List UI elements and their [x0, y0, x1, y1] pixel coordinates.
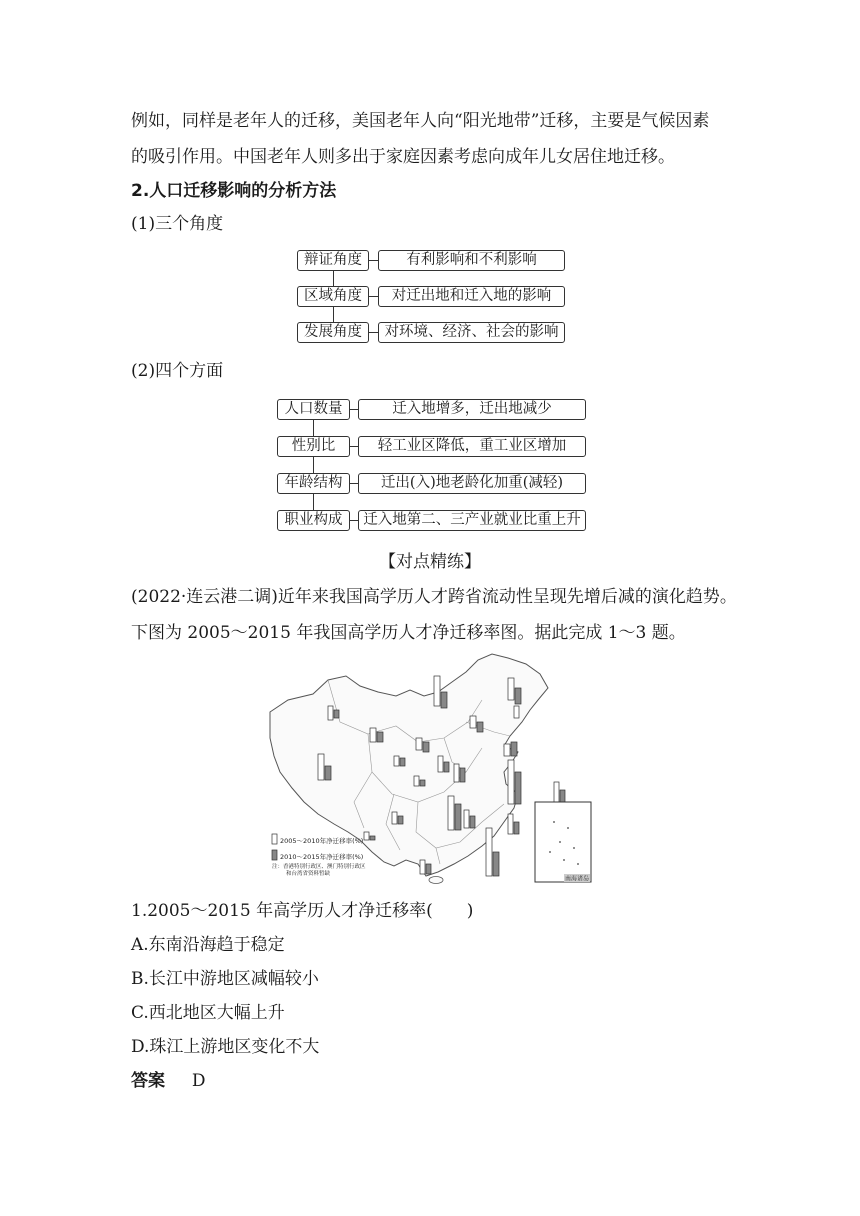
legend-2010: 2010～2015年净迁移率(%) — [280, 853, 364, 861]
diagram2-link-2 — [350, 446, 358, 447]
diagram1-link-1 — [369, 260, 378, 261]
answer-value: D — [191, 1071, 206, 1091]
answer-label: 答案 — [131, 1071, 165, 1091]
practice-title: 【对点精练】 — [379, 552, 481, 572]
legend-note-2: 和台湾省资料暂缺 — [286, 871, 331, 877]
legend-swatch-2005 — [272, 834, 277, 844]
sub2-heading: (2)四个方面 — [131, 361, 224, 381]
diagram2-value-4: 迁入地第二、三产业就业比重上升 — [358, 510, 586, 531]
section-heading: 2.人口迁移影响的分析方法 — [131, 181, 337, 201]
intro-line-1: (2022·连云港二调)近年来我国高学历人才跨省流动性呈现先增后减的演化趋势。 — [131, 587, 737, 607]
question-stem: 1.2005～2015 年高学历人才净迁移率( ) — [131, 901, 474, 921]
paragraph-line-1: 例如，同样是老年人的迁移，美国老年人向“阳光地带”迁移，主要是气候因素 — [131, 111, 710, 131]
legend-swatch-2010 — [272, 850, 277, 860]
diagram2-key-4: 职业构成 — [277, 510, 350, 531]
diagram1-value-1: 有利影响和不利影响 — [378, 250, 565, 271]
diagram1-link-2 — [369, 296, 378, 297]
diagram2-vertical-connector — [313, 420, 314, 520]
diagram2-link-1 — [350, 409, 358, 410]
diagram2-value-2: 轻工业区降低，重工业区增加 — [358, 436, 586, 457]
map-legend — [272, 834, 366, 877]
diagram1-value-3: 对环境、经济、社会的影响 — [378, 322, 565, 343]
inset-label: 南海诸岛 — [564, 875, 590, 883]
diagram2-link-4 — [350, 520, 358, 521]
diagram2-value-3: 迁出(入)地老龄化加重(减轻) — [358, 473, 586, 494]
sub1-heading: (1)三个角度 — [131, 214, 224, 234]
paragraph-line-2: 的吸引作用。中国老年人则多出于家庭因素考虑向成年儿女居住地迁移。 — [131, 147, 675, 167]
diagram1-value-2: 对迁出地和迁入地的影响 — [378, 286, 565, 307]
diagram1-key-1: 辩证角度 — [297, 250, 369, 271]
answer-row — [131, 1071, 205, 1091]
diagram2-link-3 — [350, 483, 358, 484]
diagram1-key-3: 发展角度 — [297, 322, 369, 343]
option-a: A.东南沿海趋于稳定 — [131, 935, 285, 955]
legend-note-1: 注：香港特别行政区、澳门特别行政区 — [272, 864, 366, 870]
hainan-island — [429, 877, 443, 884]
diagram2-key-3: 年龄结构 — [277, 473, 350, 494]
south-china-sea-inset — [535, 802, 591, 882]
legend-2005: 2005～2010年净迁移率(%) — [280, 837, 364, 845]
migration-rate-map — [268, 652, 592, 884]
diagram1-key-2: 区域角度 — [297, 286, 369, 307]
diagram2-key-1: 人口数量 — [277, 399, 350, 420]
diagram2-key-2: 性别比 — [277, 436, 350, 457]
diagram2-value-1: 迁入地增多，迁出地减少 — [358, 399, 586, 420]
diagram1-link-3 — [369, 332, 378, 333]
option-c: C.西北地区大幅上升 — [131, 1003, 285, 1023]
option-b: B.长江中游地区减幅较小 — [131, 969, 319, 989]
intro-line-2: 下图为 2005～2015 年我国高学历人才净迁移率图。据此完成 1～3 题。 — [131, 623, 686, 643]
option-d: D.珠江上游地区变化不大 — [131, 1037, 320, 1057]
